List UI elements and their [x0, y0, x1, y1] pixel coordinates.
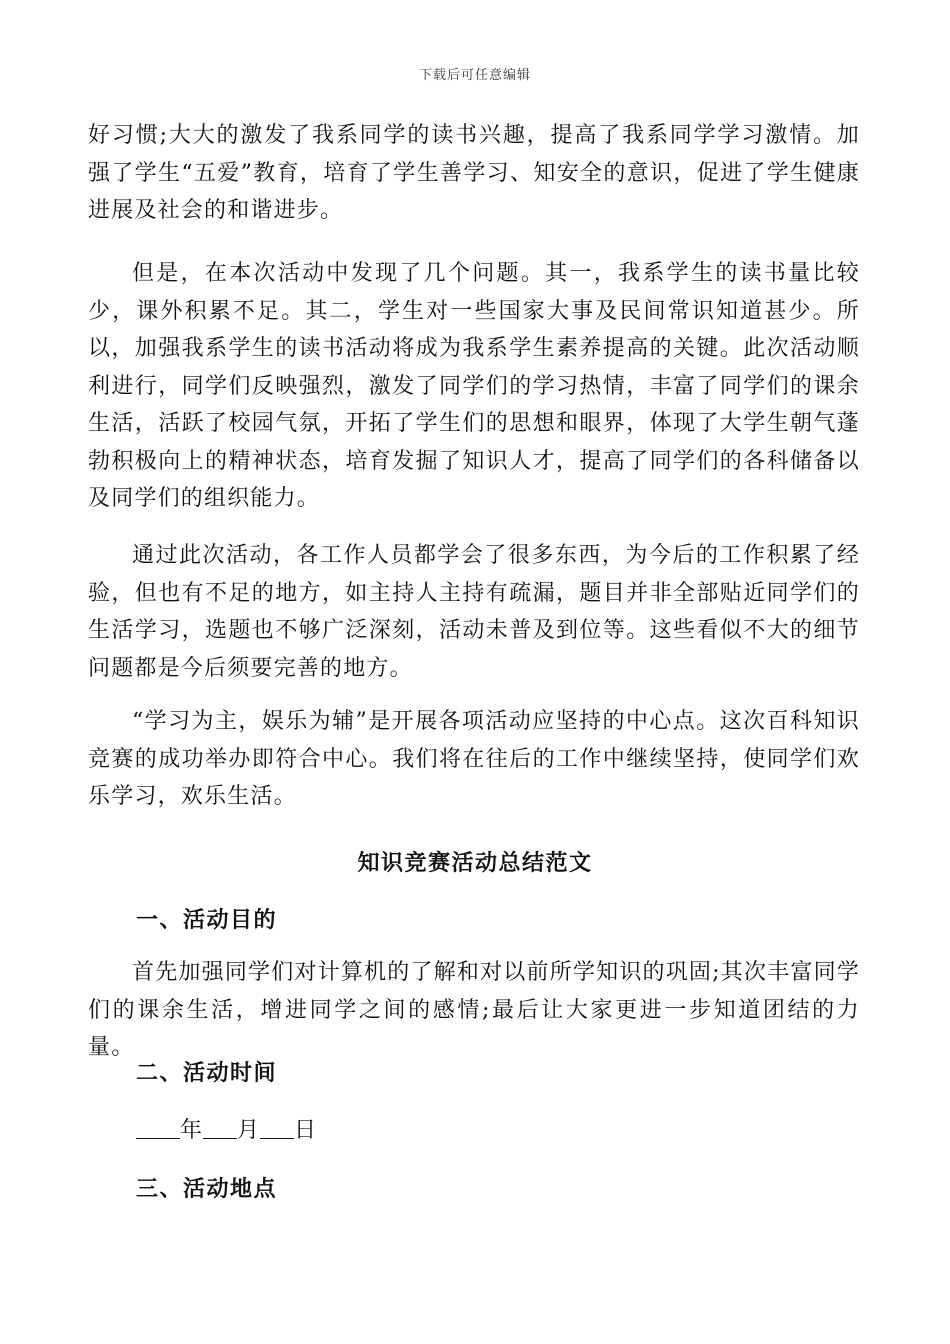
- date-line: [136, 1113, 317, 1144]
- heading-location: 三、活动地点: [136, 1176, 278, 1202]
- year-label: 年: [180, 1118, 204, 1143]
- paragraph-continuation: 好习惯;大大的激发了我系同学的读书兴趣，提高了我系同学学习激情。加强了学生“五爱”教育，培育了学生善学习、知安全的意识，促进了学生健康进展及社会的和谐进步。: [88, 123, 860, 223]
- heading-time: 二、活动时间: [136, 1060, 278, 1086]
- paragraph-purpose: 首先加强同学们对计算机的了解和对以前所学知识的巩固;其次丰富同学们的课余生活，增进同学之间的感情;最后让大家更进一步知道团结的力量。: [88, 960, 860, 1060]
- paragraph-principle: “学习为主，娱乐为辅”是开展各项活动应坚持的中心点。这次百科知识竞赛的成功举办即符合中心。我们将在往后的工作中继续坚持，使同学们欢乐学习，欢乐生活。: [88, 709, 860, 809]
- month-blank: [203, 1116, 237, 1139]
- heading-purpose: 一、活动目的: [136, 907, 278, 933]
- year-blank: [136, 1116, 180, 1139]
- section-title: 知识竞赛活动总结范文: [357, 850, 593, 876]
- paragraph-problems: 但是，在本次活动中发现了几个问题。其一，我系学生的读书量比较少，课外积累不足。其二，学生对一些国家大事及民间常识知道甚少。所以，加强我系学生的读书活动将成为我系学生素养提高的关键。此次活动顺利进行，同学们反映强烈，激发了同学们的学习热情，丰富了同学们的课余生活，活跃了校园气氛，开拓了学生们的思想和眼界，体现了大学生朝气蓬勃积极向上的精神状态，培育发掘了知识人才，提高了同学们的各科储备以及同学们的组织能力。: [88, 261, 860, 511]
- month-label: 月: [237, 1118, 261, 1143]
- day-blank: [260, 1116, 294, 1139]
- day-label: 日: [294, 1118, 318, 1143]
- paragraph-lessons: 通过此次活动，各工作人员都学会了很多东西，为今后的工作积累了经验，但也有不足的地方，如主持人主持有疏漏，题目并非全部贴近同学们的生活学习，选题也不够广泛深刻，活动未普及到位等。这些看似不大的细节问题都是今后须要完善的地方。: [88, 543, 860, 681]
- header-note: 下载后可任意编辑: [418, 68, 531, 83]
